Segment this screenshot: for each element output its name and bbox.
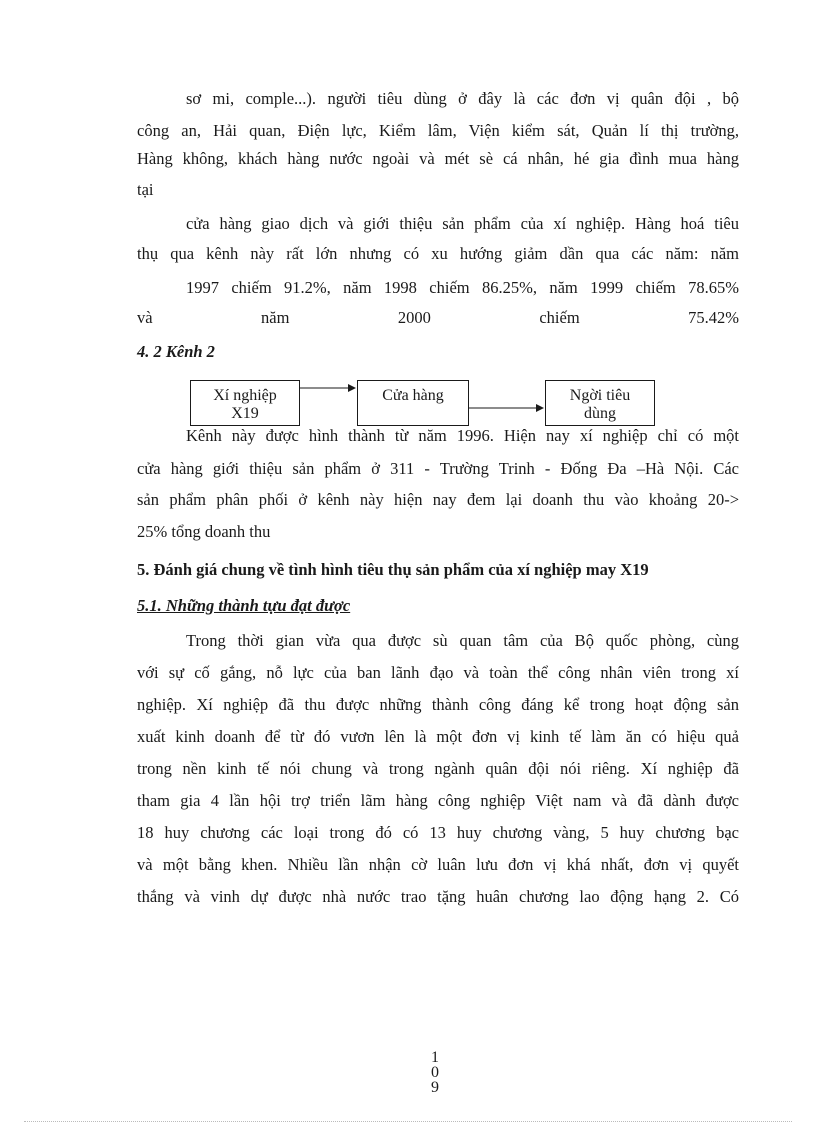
diagram-box-consumer [545, 380, 655, 426]
box-label: X19 [231, 405, 259, 422]
box-label: Xí nghiệp [213, 387, 277, 404]
paragraph-line: cửa hàng giới thiệu sản phẩm ở 311 - Trường Trinh - Đống Đa –Hà Nội. Các [137, 459, 739, 478]
diagram-box-store [357, 380, 469, 426]
subsection-heading: 5.1. Những thành tựu đạt được [137, 596, 351, 615]
paragraph-line: Trong thời gian vừa qua được sù quan tâm của Bộ quốc phòng, cùng [186, 631, 739, 650]
paragraph-line: 25% tổng doanh thu [137, 522, 271, 541]
paragraph-line: với sự cố gắng, nỗ lực của ban lãnh đạo và toàn thể công nhân viên trong xí [137, 663, 739, 682]
paragraph-line: tại [137, 180, 154, 199]
paragraph-line: công an, Hải quan, Điện lực, Kiểm lâm, Viện kiểm sát, Quản lí thị trường, [137, 121, 739, 140]
page-number-digit: 0 [431, 1064, 439, 1081]
paragraph-line: thụ qua kênh này rất lớn nhưng có xu hướng giảm dần qua các năm: năm [137, 244, 739, 263]
page-number-digit: 1 [431, 1049, 439, 1066]
paragraph-line: xuất kinh doanh để từ đó vươn lên là một đơn vị kinh tế làm ăn có hiệu quả [137, 727, 739, 746]
paragraph-line: trong nền kinh tế nói chung và trong ngành quân đội nói riêng. Xí nghiệp đã [137, 759, 739, 778]
page-number-digit: 9 [431, 1079, 439, 1096]
paragraph-line: và một bằng khen. Nhiều lần nhận cờ luân lưu đơn vị khá nhất, đơn vị quyết [137, 855, 739, 874]
diagram-box-enterprise [190, 380, 300, 426]
paragraph-line: tham gia 4 lần hội trợ triển lãm hàng công nghiệp Việt nam và đã dành được [137, 791, 739, 810]
paragraph-line: thắng và vinh dự được nhà nước trao tặng huân chương lao động hạng 2. Có [137, 887, 739, 906]
section-heading: 4. 2 Kênh 2 [137, 342, 215, 361]
box-label: Ngời tiêu [569, 387, 631, 404]
paragraph-line: nghiệp. Xí nghiệp đã thu được những thành công đáng kể trong hoạt động sản [137, 695, 739, 714]
paragraph-line: 1997 chiếm 91.2%, năm 1998 chiếm 86.25%, năm 1999 chiếm 78.65% [186, 278, 739, 297]
page-bottom-divider [24, 1121, 792, 1122]
paragraph-line: và năm 2000 chiếm 75.42% [137, 308, 739, 327]
paragraph-line: Hàng không, khách hàng nước ngoài và mét sè cá nhân, hé gia đình mua hàng [137, 149, 739, 168]
paragraph-line: Kênh này được hình thành từ năm 1996. Hiện nay xí nghiệp chỉ có một [186, 426, 739, 445]
paragraph-line: 18 huy chương các loại trong đó có 13 huy chương vàng, 5 huy chương bạc [137, 823, 739, 842]
paragraph-line: cửa hàng giao dịch và giới thiệu sản phẩm của xí nghiệp. Hàng hoá tiêu [186, 214, 739, 233]
paragraph-line: sơ mi, comple...). người tiêu dùng ở đây là các đơn vị quân đội , bộ [186, 89, 739, 108]
box-label: dùng [584, 405, 616, 422]
paragraph-line: sản phẩm phân phối ở kênh này hiện nay đem lại doanh thu vào khoảng 20-> [137, 490, 739, 509]
section-heading: 5. Đánh giá chung về tình hình tiêu thụ sản phẩm của xí nghiệp may X19 [137, 560, 649, 579]
box-label: Cửa hàng [382, 387, 444, 404]
page-number [420, 1050, 450, 1095]
